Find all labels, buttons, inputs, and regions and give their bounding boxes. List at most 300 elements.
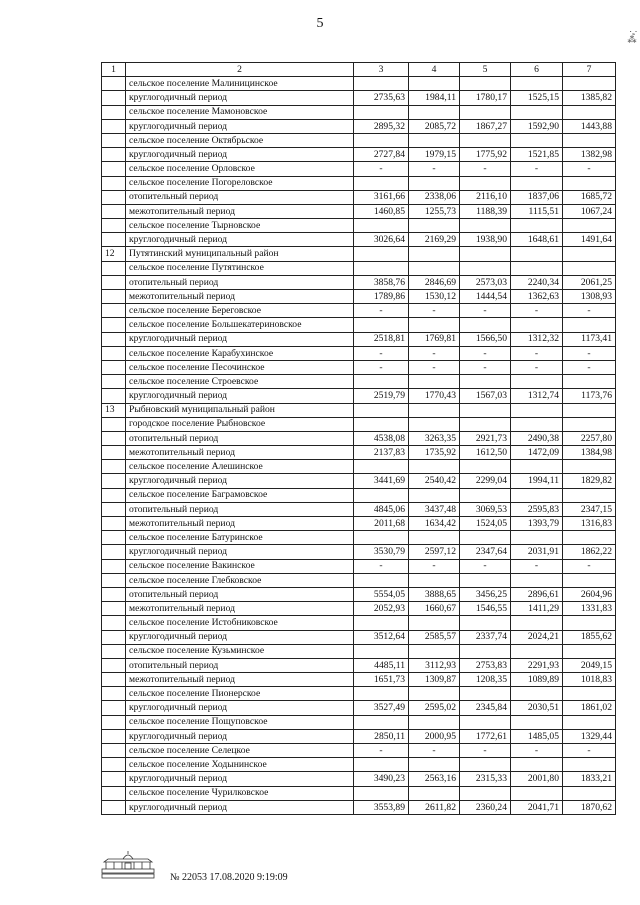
- value-cell-col5: [460, 318, 511, 332]
- row-name-cell: круглогодичный период: [126, 332, 354, 346]
- value-cell-col3: 3490,23: [354, 772, 409, 786]
- row-number-cell: [102, 687, 126, 701]
- row-number-cell: [102, 673, 126, 687]
- value-cell-col3: 4845,06: [354, 502, 409, 516]
- value-cell-col6: [511, 176, 563, 190]
- value-cell-col6: [511, 375, 563, 389]
- value-cell-col5: -: [460, 162, 511, 176]
- value-cell-col7: [563, 219, 616, 233]
- value-cell-col4: [409, 758, 460, 772]
- value-cell-col7: [563, 786, 616, 800]
- value-cell-col7: 2061,25: [563, 275, 616, 289]
- value-cell-col3: 3161,66: [354, 190, 409, 204]
- value-cell-col6: -: [511, 559, 563, 573]
- table-row: [102, 190, 616, 204]
- value-cell-col4: 2846,69: [409, 275, 460, 289]
- value-cell-col4: 1979,15: [409, 148, 460, 162]
- table-row: [102, 559, 616, 573]
- row-name-cell: сельское поселение Октябрьское: [126, 133, 354, 147]
- row-name-cell: круглогодичный период: [126, 148, 354, 162]
- value-cell-col3: [354, 531, 409, 545]
- value-cell-col7: [563, 644, 616, 658]
- value-cell-col6: [511, 77, 563, 91]
- value-cell-col6: 2024,21: [511, 630, 563, 644]
- value-cell-col4: 1530,12: [409, 290, 460, 304]
- value-cell-col4: 1255,73: [409, 204, 460, 218]
- row-number-cell: [102, 275, 126, 289]
- value-cell-col6: 1089,89: [511, 673, 563, 687]
- value-cell-col6: -: [511, 346, 563, 360]
- row-name-cell: городское поселение Рыбновское: [126, 417, 354, 431]
- row-number-cell: 13: [102, 403, 126, 417]
- value-cell-col3: 3858,76: [354, 275, 409, 289]
- value-cell-col5: 1208,35: [460, 673, 511, 687]
- value-cell-col5: 2345,84: [460, 701, 511, 715]
- value-cell-col6: 1115,51: [511, 204, 563, 218]
- row-number-cell: [102, 148, 126, 162]
- table-row: [102, 77, 616, 91]
- value-cell-col3: [354, 77, 409, 91]
- value-cell-col5: -: [460, 744, 511, 758]
- value-cell-col5: [460, 247, 511, 261]
- page-number: 5: [316, 16, 324, 31]
- margin-mark: ⁚ᵃ⁂: [628, 30, 638, 46]
- value-cell-col7: -: [563, 346, 616, 360]
- value-cell-col5: [460, 375, 511, 389]
- value-cell-col4: 2169,29: [409, 233, 460, 247]
- value-cell-col7: -: [563, 304, 616, 318]
- table-row: [102, 304, 616, 318]
- table-row: [102, 261, 616, 275]
- row-number-cell: [102, 375, 126, 389]
- table-row: [102, 375, 616, 389]
- table-row: [102, 290, 616, 304]
- value-cell-col6: -: [511, 162, 563, 176]
- row-number-cell: [102, 389, 126, 403]
- table-row: [102, 729, 616, 743]
- table-row: [102, 148, 616, 162]
- value-cell-col4: 2597,12: [409, 545, 460, 559]
- value-cell-col5: 1780,17: [460, 91, 511, 105]
- row-number-cell: [102, 616, 126, 630]
- row-number-cell: [102, 502, 126, 516]
- value-cell-col5: [460, 758, 511, 772]
- header-cell-5: 5: [460, 63, 511, 77]
- value-cell-col7: [563, 417, 616, 431]
- value-cell-col4: -: [409, 360, 460, 374]
- value-cell-col6: [511, 403, 563, 417]
- row-number-cell: [102, 105, 126, 119]
- value-cell-col6: 1411,29: [511, 602, 563, 616]
- value-cell-col5: 1524,05: [460, 517, 511, 531]
- value-cell-col6: -: [511, 360, 563, 374]
- row-number-cell: [102, 630, 126, 644]
- value-cell-col3: [354, 219, 409, 233]
- value-cell-col5: [460, 417, 511, 431]
- value-cell-col6: [511, 616, 563, 630]
- value-cell-col4: -: [409, 162, 460, 176]
- value-cell-col5: 2360,24: [460, 800, 511, 814]
- government-building-icon: [100, 850, 156, 880]
- row-name-cell: круглогодичный период: [126, 233, 354, 247]
- value-cell-col5: [460, 573, 511, 587]
- table-row: [102, 800, 616, 814]
- value-cell-col3: 2519,79: [354, 389, 409, 403]
- value-cell-col3: -: [354, 162, 409, 176]
- row-number-cell: [102, 446, 126, 460]
- table-row: [102, 687, 616, 701]
- value-cell-col7: [563, 687, 616, 701]
- row-name-cell: сельское поселение Строевское: [126, 375, 354, 389]
- row-number-cell: [102, 119, 126, 133]
- row-number-cell: [102, 190, 126, 204]
- value-cell-col5: 1188,39: [460, 204, 511, 218]
- row-number-cell: [102, 744, 126, 758]
- row-name-cell: межотопительный период: [126, 517, 354, 531]
- row-number-cell: [102, 517, 126, 531]
- row-number-cell: [102, 204, 126, 218]
- value-cell-col7: 1331,83: [563, 602, 616, 616]
- value-cell-col4: 2563,16: [409, 772, 460, 786]
- value-cell-col3: 5554,05: [354, 587, 409, 601]
- table-row: [102, 360, 616, 374]
- table-row: [102, 488, 616, 502]
- value-cell-col3: 3441,69: [354, 474, 409, 488]
- value-cell-col5: 2753,83: [460, 658, 511, 672]
- row-name-cell: сельское поселение Песочинское: [126, 360, 354, 374]
- table-row: [102, 616, 616, 630]
- row-number-cell: [102, 701, 126, 715]
- value-cell-col4: 2540,42: [409, 474, 460, 488]
- value-cell-col7: 1685,72: [563, 190, 616, 204]
- value-cell-col4: [409, 573, 460, 587]
- value-cell-col5: 3069,53: [460, 502, 511, 516]
- row-name-cell: сельское поселение Чурилковское: [126, 786, 354, 800]
- value-cell-col4: 1769,81: [409, 332, 460, 346]
- header-cell-1: 1: [102, 63, 126, 77]
- value-cell-col7: 1829,82: [563, 474, 616, 488]
- row-name-cell: сельское поселение Батуринское: [126, 531, 354, 545]
- value-cell-col6: [511, 488, 563, 502]
- row-name-cell: круглогодичный период: [126, 389, 354, 403]
- row-number-cell: [102, 800, 126, 814]
- value-cell-col6: [511, 758, 563, 772]
- value-cell-col7: 1382,98: [563, 148, 616, 162]
- row-name-cell: межотопительный период: [126, 446, 354, 460]
- row-number-cell: [102, 758, 126, 772]
- table-row: [102, 275, 616, 289]
- value-cell-col6: [511, 247, 563, 261]
- value-cell-col5: [460, 531, 511, 545]
- table-row: [102, 446, 616, 460]
- value-cell-col7: [563, 488, 616, 502]
- table-row: [102, 715, 616, 729]
- value-cell-col5: [460, 176, 511, 190]
- value-cell-col3: 2137,83: [354, 446, 409, 460]
- value-cell-col5: [460, 460, 511, 474]
- value-cell-col3: [354, 488, 409, 502]
- value-cell-col4: 1634,42: [409, 517, 460, 531]
- document-registration-mark: № 22053 17.08.2020 9:19:09: [170, 872, 288, 883]
- value-cell-col7: 1067,24: [563, 204, 616, 218]
- table-body: [102, 63, 616, 815]
- value-cell-col7: -: [563, 360, 616, 374]
- row-name-cell: круглогодичный период: [126, 119, 354, 133]
- header-cell-2: 2: [126, 63, 354, 77]
- value-cell-col5: [460, 786, 511, 800]
- value-cell-col4: -: [409, 744, 460, 758]
- row-number-cell: [102, 772, 126, 786]
- value-cell-col4: [409, 375, 460, 389]
- value-cell-col7: -: [563, 162, 616, 176]
- row-name-cell: Путятинский муниципальный район: [126, 247, 354, 261]
- row-name-cell: межотопительный период: [126, 204, 354, 218]
- value-cell-col3: -: [354, 346, 409, 360]
- value-cell-col3: [354, 644, 409, 658]
- value-cell-col6: 2595,83: [511, 502, 563, 516]
- value-cell-col7: 1173,76: [563, 389, 616, 403]
- value-cell-col6: 2001,80: [511, 772, 563, 786]
- value-cell-col3: 4485,11: [354, 658, 409, 672]
- value-cell-col5: 2315,33: [460, 772, 511, 786]
- value-cell-col5: -: [460, 304, 511, 318]
- value-cell-col3: 3530,79: [354, 545, 409, 559]
- row-name-cell: сельское поселение Мамоновское: [126, 105, 354, 119]
- value-cell-col4: [409, 133, 460, 147]
- value-cell-col4: -: [409, 304, 460, 318]
- row-number-cell: [102, 176, 126, 190]
- value-cell-col7: [563, 261, 616, 275]
- value-cell-col3: [354, 573, 409, 587]
- row-name-cell: круглогодичный период: [126, 729, 354, 743]
- row-name-cell: сельское поселение Погореловское: [126, 176, 354, 190]
- row-name-cell: отопительный период: [126, 658, 354, 672]
- value-cell-col4: -: [409, 559, 460, 573]
- row-name-cell: круглогодичный период: [126, 545, 354, 559]
- value-cell-col3: 1651,73: [354, 673, 409, 687]
- value-cell-col3: 2052,93: [354, 602, 409, 616]
- value-cell-col4: [409, 616, 460, 630]
- value-cell-col4: [409, 261, 460, 275]
- value-cell-col7: 1173,41: [563, 332, 616, 346]
- value-cell-col5: [460, 644, 511, 658]
- value-cell-col4: [409, 644, 460, 658]
- value-cell-col5: [460, 488, 511, 502]
- value-cell-col3: [354, 417, 409, 431]
- header-cell-7: 7: [563, 63, 616, 77]
- value-cell-col6: 1312,74: [511, 389, 563, 403]
- value-cell-col5: -: [460, 346, 511, 360]
- value-cell-col7: -: [563, 744, 616, 758]
- row-number-cell: [102, 658, 126, 672]
- value-cell-col4: 1770,43: [409, 389, 460, 403]
- value-cell-col5: 1772,61: [460, 729, 511, 743]
- value-cell-col7: [563, 460, 616, 474]
- value-cell-col7: 1308,93: [563, 290, 616, 304]
- value-cell-col7: [563, 176, 616, 190]
- value-cell-col7: [563, 531, 616, 545]
- tariff-table: [101, 62, 616, 815]
- row-name-cell: круглогодичный период: [126, 474, 354, 488]
- value-cell-col3: [354, 786, 409, 800]
- row-name-cell: межотопительный период: [126, 290, 354, 304]
- value-cell-col7: 1861,02: [563, 701, 616, 715]
- value-cell-col3: -: [354, 744, 409, 758]
- table-row: [102, 602, 616, 616]
- table-row: [102, 573, 616, 587]
- row-number-cell: [102, 559, 126, 573]
- value-cell-col5: [460, 687, 511, 701]
- row-name-cell: круглогодичный период: [126, 772, 354, 786]
- value-cell-col4: [409, 715, 460, 729]
- row-number-cell: [102, 474, 126, 488]
- row-number-cell: [102, 219, 126, 233]
- table-row: [102, 502, 616, 516]
- value-cell-col7: -: [563, 559, 616, 573]
- row-name-cell: круглогодичный период: [126, 800, 354, 814]
- value-cell-col7: 2257,80: [563, 431, 616, 445]
- row-name-cell: сельское поселение Вакинское: [126, 559, 354, 573]
- table-row: [102, 744, 616, 758]
- value-cell-col5: [460, 261, 511, 275]
- value-cell-col6: 2031,91: [511, 545, 563, 559]
- value-cell-col6: 1592,90: [511, 119, 563, 133]
- value-cell-col6: [511, 460, 563, 474]
- value-cell-col7: [563, 77, 616, 91]
- value-cell-col6: 1837,06: [511, 190, 563, 204]
- row-name-cell: сельское поселение Селецкое: [126, 744, 354, 758]
- row-name-cell: круглогодичный период: [126, 91, 354, 105]
- value-cell-col5: 2299,04: [460, 474, 511, 488]
- table-row: [102, 403, 616, 417]
- value-cell-col5: 1546,55: [460, 602, 511, 616]
- row-name-cell: сельское поселение Глебковское: [126, 573, 354, 587]
- value-cell-col6: 1485,05: [511, 729, 563, 743]
- value-cell-col7: [563, 375, 616, 389]
- header-row: [102, 63, 616, 77]
- value-cell-col3: [354, 403, 409, 417]
- table-row: [102, 772, 616, 786]
- value-cell-col7: [563, 105, 616, 119]
- row-number-cell: [102, 417, 126, 431]
- row-name-cell: сельское поселение Путятинское: [126, 261, 354, 275]
- value-cell-col7: [563, 133, 616, 147]
- value-cell-col6: [511, 786, 563, 800]
- value-cell-col4: 2595,02: [409, 701, 460, 715]
- row-name-cell: сельское поселение Истобниковское: [126, 616, 354, 630]
- value-cell-col5: 1612,50: [460, 446, 511, 460]
- row-name-cell: отопительный период: [126, 502, 354, 516]
- value-cell-col6: 2291,93: [511, 658, 563, 672]
- row-number-cell: [102, 77, 126, 91]
- value-cell-col6: 2030,51: [511, 701, 563, 715]
- table-row: [102, 545, 616, 559]
- value-cell-col5: 1567,03: [460, 389, 511, 403]
- row-number-cell: [102, 261, 126, 275]
- value-cell-col4: [409, 176, 460, 190]
- row-number-cell: [102, 573, 126, 587]
- value-cell-col3: 4538,08: [354, 431, 409, 445]
- value-cell-col6: 2240,34: [511, 275, 563, 289]
- row-number-cell: [102, 460, 126, 474]
- value-cell-col4: 2000,95: [409, 729, 460, 743]
- table-row: [102, 587, 616, 601]
- value-cell-col6: 2041,71: [511, 800, 563, 814]
- row-name-cell: сельское поселение Береговское: [126, 304, 354, 318]
- value-cell-col5: [460, 133, 511, 147]
- row-name-cell: круглогодичный период: [126, 630, 354, 644]
- table-row: [102, 701, 616, 715]
- value-cell-col3: 2727,84: [354, 148, 409, 162]
- value-cell-col7: [563, 616, 616, 630]
- table-row: [102, 531, 616, 545]
- value-cell-col4: [409, 77, 460, 91]
- value-cell-col6: [511, 105, 563, 119]
- table-row: [102, 389, 616, 403]
- row-number-cell: [102, 431, 126, 445]
- value-cell-col5: [460, 715, 511, 729]
- value-cell-col4: 3112,93: [409, 658, 460, 672]
- row-name-cell: межотопительный период: [126, 602, 354, 616]
- value-cell-col3: [354, 715, 409, 729]
- value-cell-col4: 1660,67: [409, 602, 460, 616]
- value-cell-col7: 1862,22: [563, 545, 616, 559]
- row-name-cell: сельское поселение Пощуповское: [126, 715, 354, 729]
- row-name-cell: отопительный период: [126, 431, 354, 445]
- value-cell-col3: [354, 176, 409, 190]
- value-cell-col7: 2049,15: [563, 658, 616, 672]
- value-cell-col6: [511, 219, 563, 233]
- value-cell-col3: [354, 261, 409, 275]
- value-cell-col3: [354, 247, 409, 261]
- value-cell-col7: [563, 247, 616, 261]
- row-number-cell: [102, 602, 126, 616]
- row-number-cell: [102, 587, 126, 601]
- table-row: [102, 318, 616, 332]
- value-cell-col7: 2347,15: [563, 502, 616, 516]
- value-cell-col7: 1316,83: [563, 517, 616, 531]
- row-number-cell: [102, 488, 126, 502]
- row-number-cell: [102, 91, 126, 105]
- table-row: [102, 786, 616, 800]
- value-cell-col6: -: [511, 304, 563, 318]
- value-cell-col7: 1855,62: [563, 630, 616, 644]
- value-cell-col4: 1984,11: [409, 91, 460, 105]
- value-cell-col6: 1994,11: [511, 474, 563, 488]
- value-cell-col3: [354, 375, 409, 389]
- row-name-cell: сельское поселение Большекатериновское: [126, 318, 354, 332]
- value-cell-col4: 2585,57: [409, 630, 460, 644]
- value-cell-col3: [354, 687, 409, 701]
- table-row: [102, 517, 616, 531]
- value-cell-col6: [511, 261, 563, 275]
- value-cell-col4: 2085,72: [409, 119, 460, 133]
- table-row: [102, 91, 616, 105]
- value-cell-col5: 1444,54: [460, 290, 511, 304]
- value-cell-col3: 2011,68: [354, 517, 409, 531]
- value-cell-col3: [354, 105, 409, 119]
- value-cell-col6: 1521,85: [511, 148, 563, 162]
- table-row: [102, 630, 616, 644]
- value-cell-col6: [511, 715, 563, 729]
- value-cell-col6: [511, 318, 563, 332]
- value-cell-col7: 2604,96: [563, 587, 616, 601]
- value-cell-col3: [354, 460, 409, 474]
- table-row: [102, 247, 616, 261]
- value-cell-col4: [409, 247, 460, 261]
- row-name-cell: сельское поселение Малиницинское: [126, 77, 354, 91]
- value-cell-col6: [511, 687, 563, 701]
